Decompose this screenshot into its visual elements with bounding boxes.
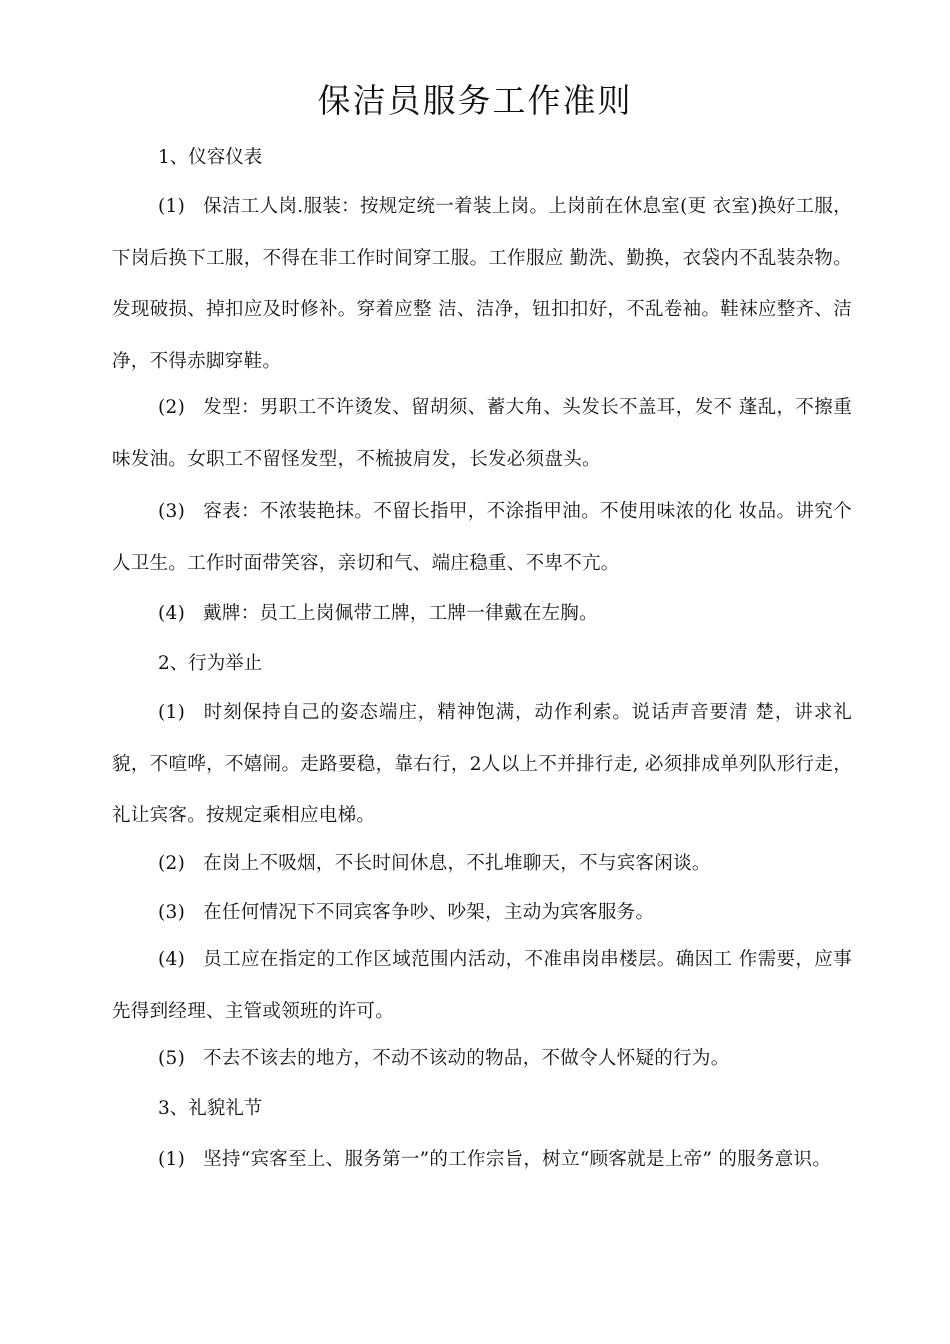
paragraph-text: 在岗上不吸烟，不长时间休息，不扎堆聊天，不与宾客闲谈。 (203, 853, 711, 874)
paragraph-1-1 (112, 181, 852, 387)
paragraph-number: (3) (158, 501, 186, 522)
paragraph-number: (5) (158, 1048, 186, 1069)
paragraph-text: 不去不该去的地方，不动不该动的物品，不做令人怀疑的行为。 (203, 1048, 730, 1069)
paragraph-number: (4) (158, 603, 186, 624)
paragraph-2-1 (112, 687, 852, 842)
paragraph-text: 时刻保持自己的姿态端庄，精神饱满，动作利索。说话声音要清 楚，讲求礼貌，不喧哗，不嬉闹。走路要稳，靠右行，2人以上不并排行走, 必须排成单列队形行走，礼让宾客。按规定乘相应电梯。 (112, 702, 852, 826)
paragraph-number: (1) (158, 702, 186, 723)
paragraph-text: 发型：男职工不许烫发、留胡须、蓄大角、头发长不盖耳，发不 蓬乱，不擦重味发油。女职工不留怪发型，不梳披肩发，长发必须盘头。 (112, 397, 852, 470)
paragraph-1-3 (112, 486, 852, 589)
paragraph-2-2 (112, 838, 852, 890)
paragraph-number: (3) (158, 902, 186, 923)
paragraph-2-4 (112, 934, 852, 1037)
paragraph-number: (1) (158, 1149, 186, 1170)
document-title: 保洁员服务工作准则 (317, 81, 633, 120)
paragraph-1-2 (112, 382, 852, 485)
paragraph-number: (2) (158, 853, 186, 874)
paragraph-2-5 (112, 1033, 852, 1085)
paragraph-text: 在任何情况下不同宾客争吵、吵架，主动为宾客服务。 (203, 902, 655, 923)
paragraph-text: 员工应在指定的工作区域范围内活动，不准串岗串楼层。确因工 作需要，应事先得到经理、主管或领班的许可。 (112, 949, 852, 1022)
paragraph-1-4 (112, 588, 852, 640)
paragraph-3-1 (112, 1134, 852, 1186)
paragraph-number: (2) (158, 397, 186, 418)
paragraph-text: 戴牌：员工上岗佩带工牌，工牌一律戴在左胸。 (203, 603, 598, 624)
section-heading-3: 3、礼貌礼节 (158, 1098, 263, 1119)
paragraph-text: 容表：不浓装艳抹。不留长指甲，不涂指甲油。不使用味浓的化 妆品。讲究个人卫生。工作时面带笑容，亲切和气、端庄稳重、不卑不亢。 (112, 501, 852, 574)
paragraph-2-3 (112, 887, 852, 939)
paragraph-text: 坚持“宾客至上、服务第一”的工作宗旨，树立“顾客就是上帝” 的服务意识。 (203, 1149, 832, 1170)
paragraph-number: (4) (158, 949, 186, 970)
section-heading-2: 2、行为举止 (158, 653, 263, 674)
section-heading-1: 1、仪容仪表 (158, 147, 263, 168)
paragraph-number: (1) (158, 196, 186, 217)
paragraph-text: 保洁工人岗.服装：按规定统一着装上岗。上岗前在休息室(更 衣室)换好工服，下岗后换下工服，不得在非工作时间穿工服。工作服应 勤洗、勤换，衣袋内不乱装杂物。发现破损、掉扣应及时修补。穿着应整 洁、洁净，钮扣扣好，不乱卷袖。鞋袜应整齐、洁净，不得赤脚穿鞋。 (112, 196, 852, 372)
